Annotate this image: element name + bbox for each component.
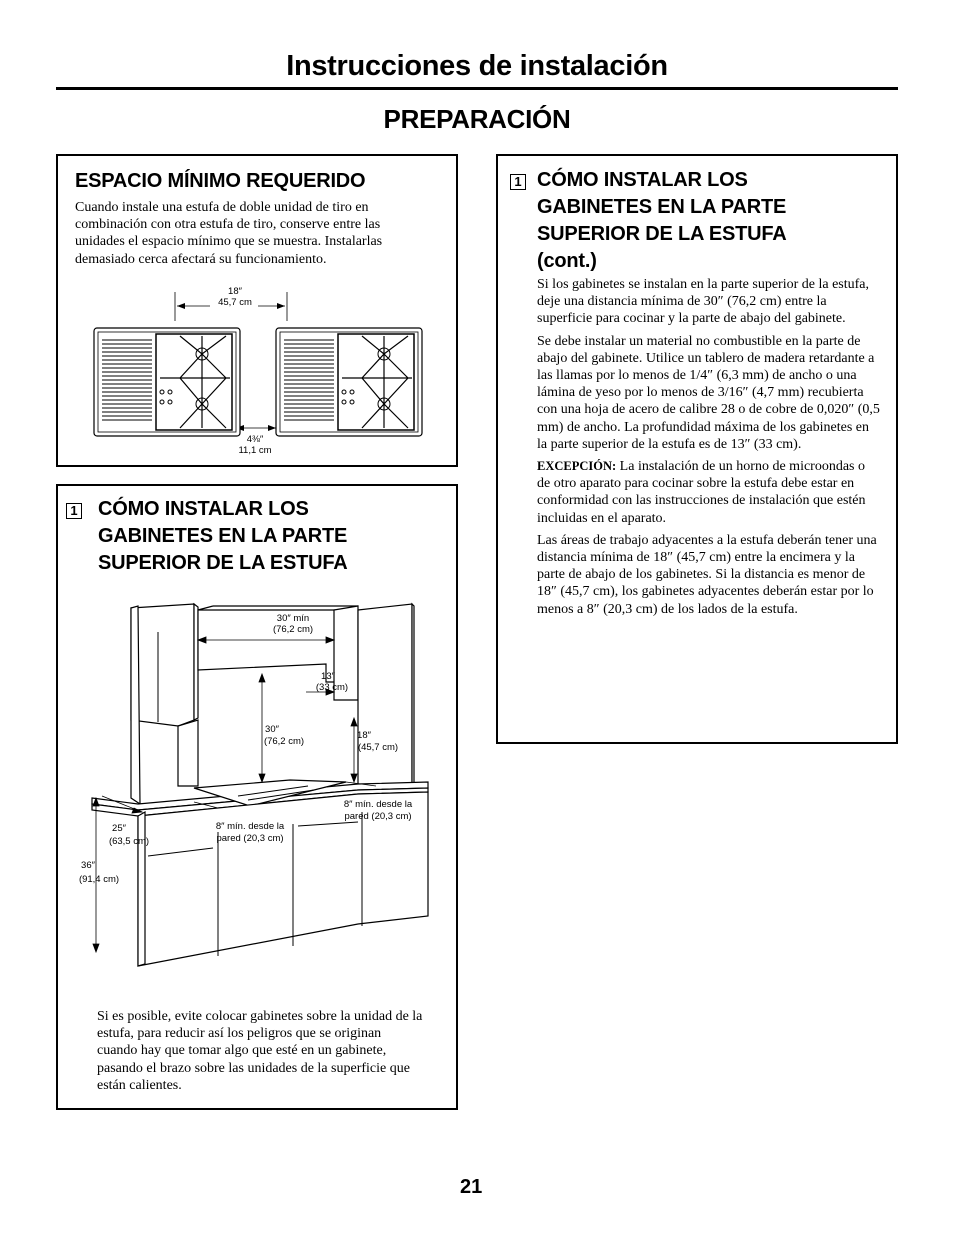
dim-top-cm: 45,7 cm xyxy=(218,297,252,308)
d30-min-in: 30″ mín xyxy=(276,613,310,624)
cooktop-spacing-diagram xyxy=(58,156,460,469)
spacing-text: Cuando instale una estufa de doble unidad de tiro en combinación con otra estufa de tiro, conserve entre las unidades el espacio mínimo que se muestra. Instalarlas demasiado cerca afectará su funcionamiento. xyxy=(75,200,383,267)
d30-cm: (76,2 cm) xyxy=(263,736,305,747)
d25-in: 25″ xyxy=(112,823,126,834)
d18-in: 18″ xyxy=(357,730,371,741)
cont-heading: CÓMO INSTALAR LOS GABINETES EN LA PARTE SUPERIOR DE LA ESTUFA (cont.) xyxy=(537,169,787,272)
cont-p2: Se debe instalar un material no combustible en la parte de abajo del gabinete. Utilice un tablero de madera retardante a las llamas por lo menos de 1/4″ (6,3 mm) de ancho o una lámina de yeso por lo menos de 3/16″ (4,7 mm) recubierta con una hoja de acero de calibre 28 o de cobre de 0,020″ (0,5 mm) de ancho. La profundidad máxima de los gabinetes en la parte superior de la estufa es de 13″ (33 cm). xyxy=(537,333,880,452)
d18-cm: (45,7 cm) xyxy=(357,742,399,753)
cont-p3 xyxy=(537,458,881,527)
exception-label: EXCEPCIÓN: xyxy=(537,459,617,474)
page-title: Instrucciones de instalación xyxy=(286,50,668,82)
d13-cm: (33 cm) xyxy=(315,682,349,693)
d8-right-1: 8″ mín. desde la xyxy=(343,799,413,810)
cooktop-right xyxy=(276,328,422,436)
d36-in: 36″ xyxy=(81,860,95,871)
page-number: 21 xyxy=(460,1176,483,1198)
section-title: PREPARACIÓN xyxy=(383,104,571,134)
cont-step-number: 1 xyxy=(510,174,526,190)
d30-in: 30″ xyxy=(265,724,279,735)
dim-gap-in: 4⅜″ xyxy=(246,434,264,445)
spacing-heading: ESPACIO MÍNIMO REQUERIDO xyxy=(75,170,366,192)
cont-p1: Si los gabinetes se instalan en la parte superior de la estufa, deje una distancia mínima de 30″ (76,2 cm) entre la superficie para cocinar y la parte de abajo del gabinete. xyxy=(537,277,870,327)
dim-gap-cm: 11,1 cm xyxy=(238,445,272,456)
d8-left-1: 8″ mín. desde la xyxy=(215,821,285,832)
d30-min-cm: (76,2 cm) xyxy=(272,624,314,635)
step-number: 1 xyxy=(66,503,82,519)
d8-left-2: pared (20,3 cm) xyxy=(216,833,284,844)
cont-p4: Las áreas de trabajo adyacentes a la estufa deberán tener una distancia mínima de 18″ (45,7 cm) entre la encimera y la parte de abajo de los gabinetes. Si la distancia es menor de 18″ (45,7 cm), los gabinetes adyacentes deberán estar por lo menos a 8″ (20,3 cm) de los lados de la estufa. xyxy=(537,532,877,617)
cabinets-heading: CÓMO INSTALAR LOS GABINETES EN LA PARTE SUPERIOR DE LA ESTUFA xyxy=(98,498,348,574)
exception-text: La instalación de un horno de microondas o de otro aparato para cocinar sobre la estufa debe estar en conformidad con las instrucciones de instalación que estén incluidas en el aparato. xyxy=(537,459,866,526)
d13-in: 13″ xyxy=(321,671,335,682)
d25-cm: (63,5 cm) xyxy=(108,836,150,847)
d8-right-2: pared (20,3 cm) xyxy=(344,811,412,822)
d36-cm: (91,4 cm) xyxy=(78,874,120,885)
cabinets-box xyxy=(56,484,458,1110)
cabinets-text: Si es posible, evite colocar gabinetes sobre la unidad de la estufa, para reducir así los peligros que se originan cuando hay que tomar algo que esté en un gabinete, pasando el brazo sobre las unidades de la superficie que están calientes. xyxy=(97,1009,423,1093)
cont-text xyxy=(537,276,881,623)
dim-top-in: 18″ xyxy=(228,286,242,297)
spacing-box xyxy=(56,154,458,467)
cont-box xyxy=(496,154,898,744)
title-rule xyxy=(56,87,898,90)
cooktop-left xyxy=(94,328,240,436)
